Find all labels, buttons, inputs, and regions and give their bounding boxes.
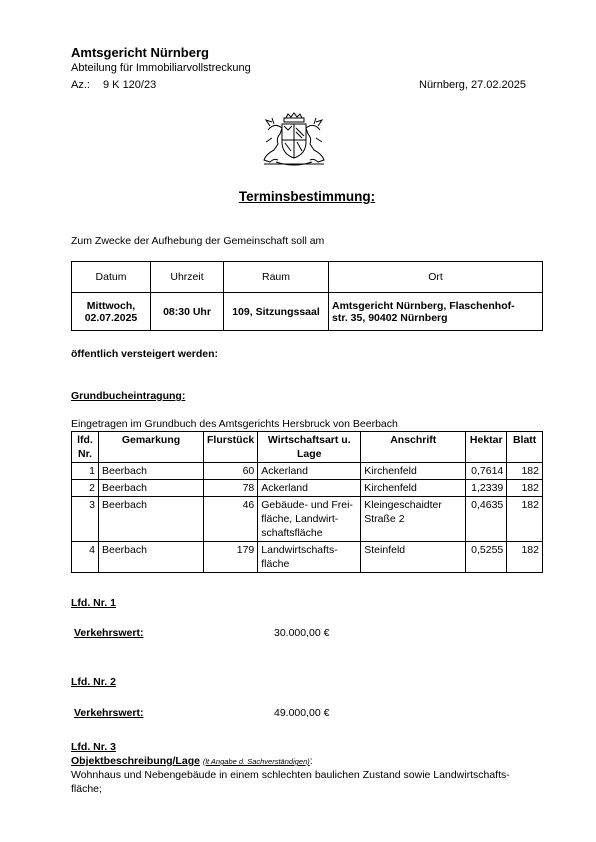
row-hektar: 0,7614 [466, 463, 507, 480]
row-flurstueck: 60 [204, 463, 258, 480]
appointment-place [329, 293, 543, 331]
row-wirtschaftsart [258, 497, 361, 542]
row-wirt-line2: fläche [261, 558, 290, 570]
row-wirtschaftsart: Ackerland [258, 463, 361, 480]
coat-of-arms-emblem [260, 112, 328, 170]
row-wirtschaftsart [258, 542, 361, 573]
row-wirt-line2: fläche, Landwirt- [261, 513, 339, 525]
appointment-date [72, 293, 151, 331]
description-label: Objektbeschreibung/Lage [71, 755, 200, 767]
col-blatt: Blatt [507, 432, 543, 463]
row-blatt: 182 [507, 497, 543, 542]
row-nr: 2 [72, 480, 99, 497]
lfd1-heading: Lfd. Nr. 1 [71, 597, 116, 609]
land-register-table [71, 431, 543, 573]
date-line-2: 02.07.2025 [84, 311, 138, 324]
lfd2-heading: Lfd. Nr. 2 [71, 676, 116, 688]
page-title: Terminsbestimmung: [238, 189, 376, 204]
lfd3-heading: Lfd. Nr. 3 [71, 741, 116, 753]
table-row [72, 480, 543, 497]
row-anschrift-line1: Kleingeschaidter [364, 499, 442, 511]
row-nr: 3 [72, 497, 99, 542]
appointment-room: 109, Sitzungssaal [224, 293, 329, 331]
court-name: Amtsgericht Nürnberg [71, 45, 209, 60]
row-nr: 4 [72, 542, 99, 573]
row-anschrift [361, 497, 466, 542]
appointment-table [71, 261, 543, 331]
row-hektar: 0,4635 [466, 497, 507, 542]
row-wirt-line1: Gebäude- und Frei- [261, 499, 353, 511]
col-wirtschaftsart [258, 432, 361, 463]
col-lfd-line2: Nr. [77, 448, 92, 460]
description-line-1: Wohnhaus und Nebengebäude in einem schlechten baulichen Zustand sowie Landwirtschafts- [71, 769, 510, 781]
row-flurstueck: 46 [204, 497, 258, 542]
table-row [72, 497, 543, 542]
col-flurstueck: Flurstück [204, 432, 258, 463]
department: Abteilung für Immobiliarvollstreckung [71, 62, 251, 74]
col-anschrift: Anschrift [361, 432, 466, 463]
row-anschrift: Kirchenfeld [361, 480, 466, 497]
description-note: (lt Angabe d. Sachverständigen) [202, 757, 310, 766]
row-anschrift: Kirchenfeld [361, 463, 466, 480]
row-wirtschaftsart: Ackerland [258, 480, 361, 497]
row-nr: 1 [72, 463, 99, 480]
lfd2-value: 49.000,00 € [274, 707, 330, 719]
col-lfd-line1: lfd. [77, 434, 93, 446]
az-value: 9 K 120/23 [103, 79, 157, 91]
header-uhrzeit: Uhrzeit [151, 262, 224, 293]
col-hektar: Hektar [466, 432, 507, 463]
grundbuch-heading: Grundbucheintragung: [71, 390, 186, 402]
lfd3-description-heading [71, 755, 313, 767]
row-flurstueck: 179 [204, 542, 258, 573]
header-raum: Raum [224, 262, 329, 293]
lfd1-value-label: Verkehrswert: [74, 627, 144, 639]
col-lfd [72, 432, 99, 463]
col-wirt-line2: Lage [297, 448, 322, 460]
row-anschrift: Steinfeld [361, 542, 466, 573]
description-colon: : [309, 755, 313, 767]
appointment-time: 08:30 Uhr [151, 293, 224, 331]
header-ort: Ort [329, 262, 543, 293]
row-blatt: 182 [507, 463, 543, 480]
row-gemarkung: Beerbach [99, 463, 204, 480]
row-blatt: 182 [507, 480, 543, 497]
header-datum: Datum [72, 262, 151, 293]
grundbuch-registered: Eingetragen im Grundbuch des Amtsgerichts Hersbruck von Beerbach [71, 418, 398, 430]
auction-text: öffentlich versteigert werden: [71, 348, 219, 360]
table-row [72, 542, 543, 573]
place-line-2: str. 35, 90402 Nürnberg [332, 311, 448, 324]
col-wirt-line1: Wirtschaftsart u. [267, 434, 351, 446]
row-wirt-line1: Landwirtschafts- [261, 544, 338, 556]
lfd1-value: 30.000,00 € [274, 627, 330, 639]
description-line-2: fläche; [71, 783, 102, 795]
date-line-1: Mittwoch, [86, 299, 136, 312]
col-gemarkung: Gemarkung [99, 432, 204, 463]
intro-text: Zum Zwecke der Aufhebung der Gemeinschaft soll am [71, 235, 325, 247]
row-hektar: 0,5255 [466, 542, 507, 573]
row-gemarkung: Beerbach [99, 542, 204, 573]
row-flurstueck: 78 [204, 480, 258, 497]
row-gemarkung: Beerbach [99, 497, 204, 542]
row-hektar: 1,2339 [466, 480, 507, 497]
table-row [72, 463, 543, 480]
place-date: Nürnberg, 27.02.2025 [419, 79, 527, 91]
row-blatt: 182 [507, 542, 543, 573]
row-anschrift-line2: Straße 2 [364, 513, 405, 525]
row-gemarkung: Beerbach [99, 480, 204, 497]
az-label: Az.: [71, 79, 90, 91]
place-line-1: Amtsgericht Nürnberg, Flaschenhof- [332, 299, 515, 312]
row-wirt-line3: schaftsfläche [261, 527, 323, 539]
lfd2-value-label: Verkehrswert: [74, 707, 144, 719]
